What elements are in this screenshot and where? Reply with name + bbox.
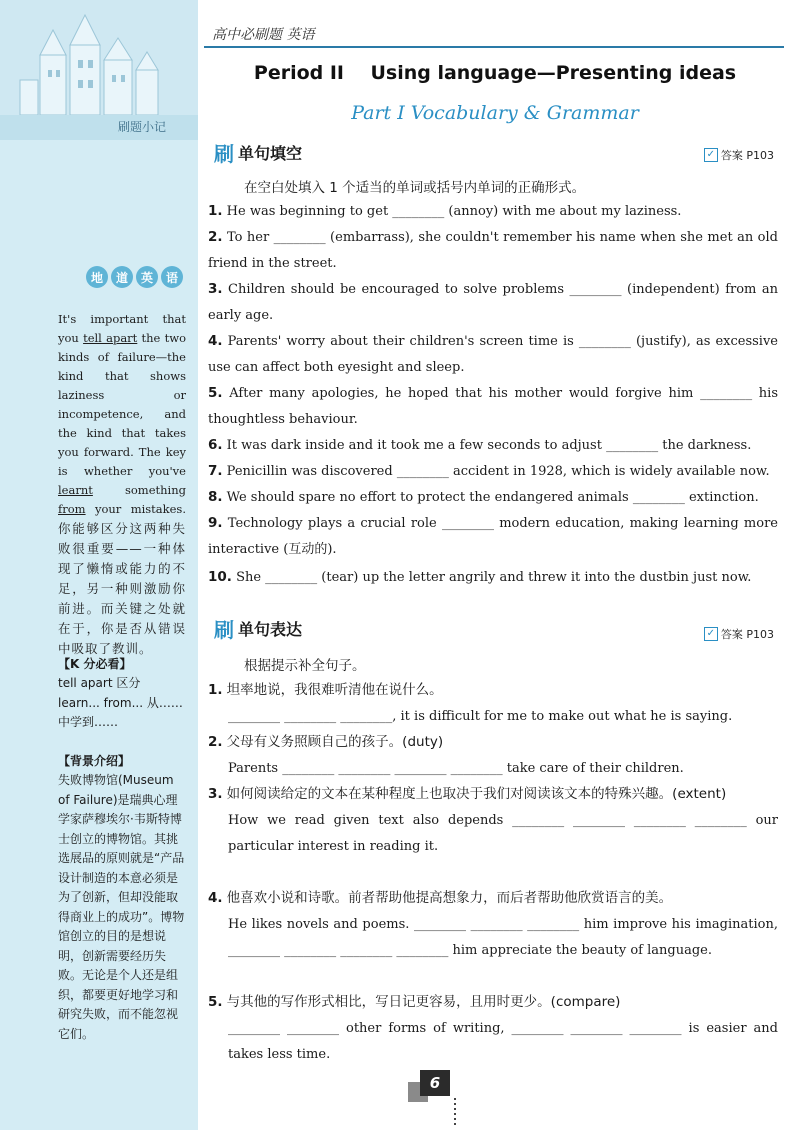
brush-mark-icon: 刷 [214, 618, 234, 642]
question-item [208, 564, 778, 591]
question-text: To her ________ (embarrass), she couldn't remember his name when she met an old friend in the street. [208, 230, 778, 271]
phrase-tell-apart: tell apart [83, 331, 138, 345]
question-text: Penicillin was discovered ________ accident in 1928, which is widely available now. [226, 464, 770, 479]
question-item [208, 989, 778, 1068]
sidebar [0, 0, 198, 1130]
answer-reference [704, 626, 774, 642]
passage-text: your mistakes. [85, 502, 186, 516]
question-item [208, 380, 778, 433]
question-item [208, 328, 778, 381]
background-section [58, 752, 186, 1044]
section-title: 单句表达 [238, 620, 303, 639]
passage-text: the two kinds of failure—the kind that shows laziness or incompetence, and the kind that takes you forward. The key is whether you've [58, 331, 186, 478]
question-item [208, 276, 778, 329]
passage-text: something [92, 483, 186, 497]
book-title: 高中必刷题 英语 [212, 27, 315, 43]
section-title: 单句填空 [238, 144, 303, 163]
question-prompt: 他喜欢小说和诗歌。前者帮助他提高想象力，而后者帮助他欣赏语言的美。 [226, 890, 673, 906]
section-heading-sentence-completion [214, 614, 302, 643]
question-text: ________ ________ ________, it is difficult for me to make out what he is saying. [228, 709, 733, 724]
question-item [208, 458, 778, 485]
instruction: 根据提示补全句子。 [244, 658, 366, 674]
tag-chips [86, 266, 183, 288]
question-item [208, 729, 778, 782]
question-number: 6. [208, 437, 223, 453]
question-item [208, 484, 778, 511]
page-number-value: 6 [420, 1070, 450, 1096]
check-icon: ✓ [704, 148, 718, 162]
question-number: 3. [208, 786, 223, 802]
part-title: Part I Vocabulary & Grammar [351, 102, 639, 124]
answer-page: 答案 P103 [720, 149, 774, 162]
page-number [408, 1070, 452, 1098]
question-prompt: 父母有义务照顾自己的孩子。(duty) [226, 734, 444, 750]
question-prompt: 如何阅读给定的文本在某种程度上也取决于我们对阅读该文本的特殊兴趣。(extent) [226, 786, 727, 802]
question-text: He likes novels and poems. ________ ________ ________ him improve his imagination, ________ ________ ________ ________ him appreciate the beauty of language. [228, 917, 778, 958]
answer-reference [704, 147, 774, 163]
question-text: Children should be encouraged to solve problems ________ (independent) from an early age. [208, 282, 778, 323]
question-text: How we read given text also depends ________ ________ ________ ________ our particular interest in reading it. [228, 813, 778, 854]
k-heading: 【K 分必看】 [58, 657, 132, 671]
question-number: 2. [208, 229, 223, 245]
question-item [208, 781, 778, 860]
tag-chip: 语 [161, 266, 183, 288]
passage-translation: 你能够区分这两种失败很重要——一种体现了懒惰或能力的不足，另一种则激励你前进。而关键之处就在于，你是否从错误中吸取了教训。 [58, 521, 186, 656]
question-text: Technology plays a crucial role ________ modern education, making learning more interactive (互动的). [208, 516, 778, 557]
question-number: 1. [208, 682, 223, 698]
check-icon: ✓ [704, 627, 718, 641]
question-number: 3. [208, 281, 223, 297]
question-text: Parents ________ ________ ________ ________ take care of their children. [228, 761, 684, 776]
period-title: Period II Using language—Presenting ideas [253, 62, 737, 84]
question-number: 4. [208, 333, 223, 349]
question-number: 10. [208, 569, 232, 585]
notes-label: 刷题小记 [118, 120, 167, 134]
background-heading: 【背景介绍】 [58, 754, 131, 768]
question-number: 1. [208, 203, 223, 219]
question-prompt: 坦率地说，我很难听清他在说什么。 [226, 682, 443, 698]
question-number: 5. [208, 994, 223, 1010]
k-line: learn... from... 从……中学到…… [58, 695, 183, 729]
question-item [208, 885, 778, 964]
question-number: 7. [208, 463, 223, 479]
question-text: Parents' worry about their children's screen time is ________ (justify), as excessive use can affect both eyesight and sleep. [208, 334, 778, 375]
question-text: After many apologies, he hoped that his mother would forgive him ________ his thoughtless behaviour. [208, 386, 778, 427]
castle-illustration [0, 0, 198, 140]
header-divider [204, 46, 784, 48]
question-number: 9. [208, 515, 223, 531]
dotted-divider [454, 1098, 456, 1128]
tag-chip: 英 [136, 266, 158, 288]
tag-chip: 地 [86, 266, 108, 288]
k-section [58, 655, 186, 733]
question-item [208, 510, 778, 563]
question-prompt: 与其他的写作形式相比，写日记更容易，且用时更少。(compare) [226, 994, 621, 1010]
question-item [208, 198, 778, 225]
k-line: tell apart 区分 [58, 676, 141, 690]
passage-text: It's important that you [58, 312, 186, 345]
question-item [208, 224, 778, 277]
question-item [208, 677, 778, 730]
question-text: We should spare no effort to protect the endangered animals ________ extinction. [226, 490, 759, 505]
question-number: 2. [208, 734, 223, 750]
background-text: 失败博物馆(Museum of Failure)是瑞典心理学家萨穆埃尔·韦斯特博士创立的博物馆。其挑选展品的原则就是“产品设计制造的本意必须是为了创新，但却没能取得商业上的成功”。博物馆创立的目的是想说明，创新需要经历失败。无论是个人还是组织，都要更好地学习和研究失败，而不能忽视它们。 [58, 773, 185, 1041]
brush-mark-icon: 刷 [214, 142, 234, 166]
question-item [208, 432, 778, 459]
question-text: He was beginning to get ________ (annoy) with me about my laziness. [226, 204, 682, 219]
question-text: She ________ (tear) up the letter angrily and threw it into the dustbin just now. [236, 570, 752, 585]
sidebar-passage [58, 310, 186, 659]
tag-chip: 道 [111, 266, 133, 288]
question-text: ________ ________ other forms of writing, ________ ________ ________ is easier and takes less time. [228, 1021, 778, 1062]
section-heading-fill-blank [214, 138, 302, 167]
phrase-from: from [58, 502, 86, 516]
instruction: 在空白处填入 1 个适当的单词或括号内单词的正确形式。 [244, 180, 586, 196]
question-number: 8. [208, 489, 223, 505]
answer-page: 答案 P103 [720, 628, 774, 641]
question-number: 4. [208, 890, 223, 906]
phrase-learnt: learnt [58, 483, 93, 497]
question-text: It was dark inside and it took me a few seconds to adjust ________ the darkness. [226, 438, 752, 453]
question-number: 5. [208, 385, 223, 401]
